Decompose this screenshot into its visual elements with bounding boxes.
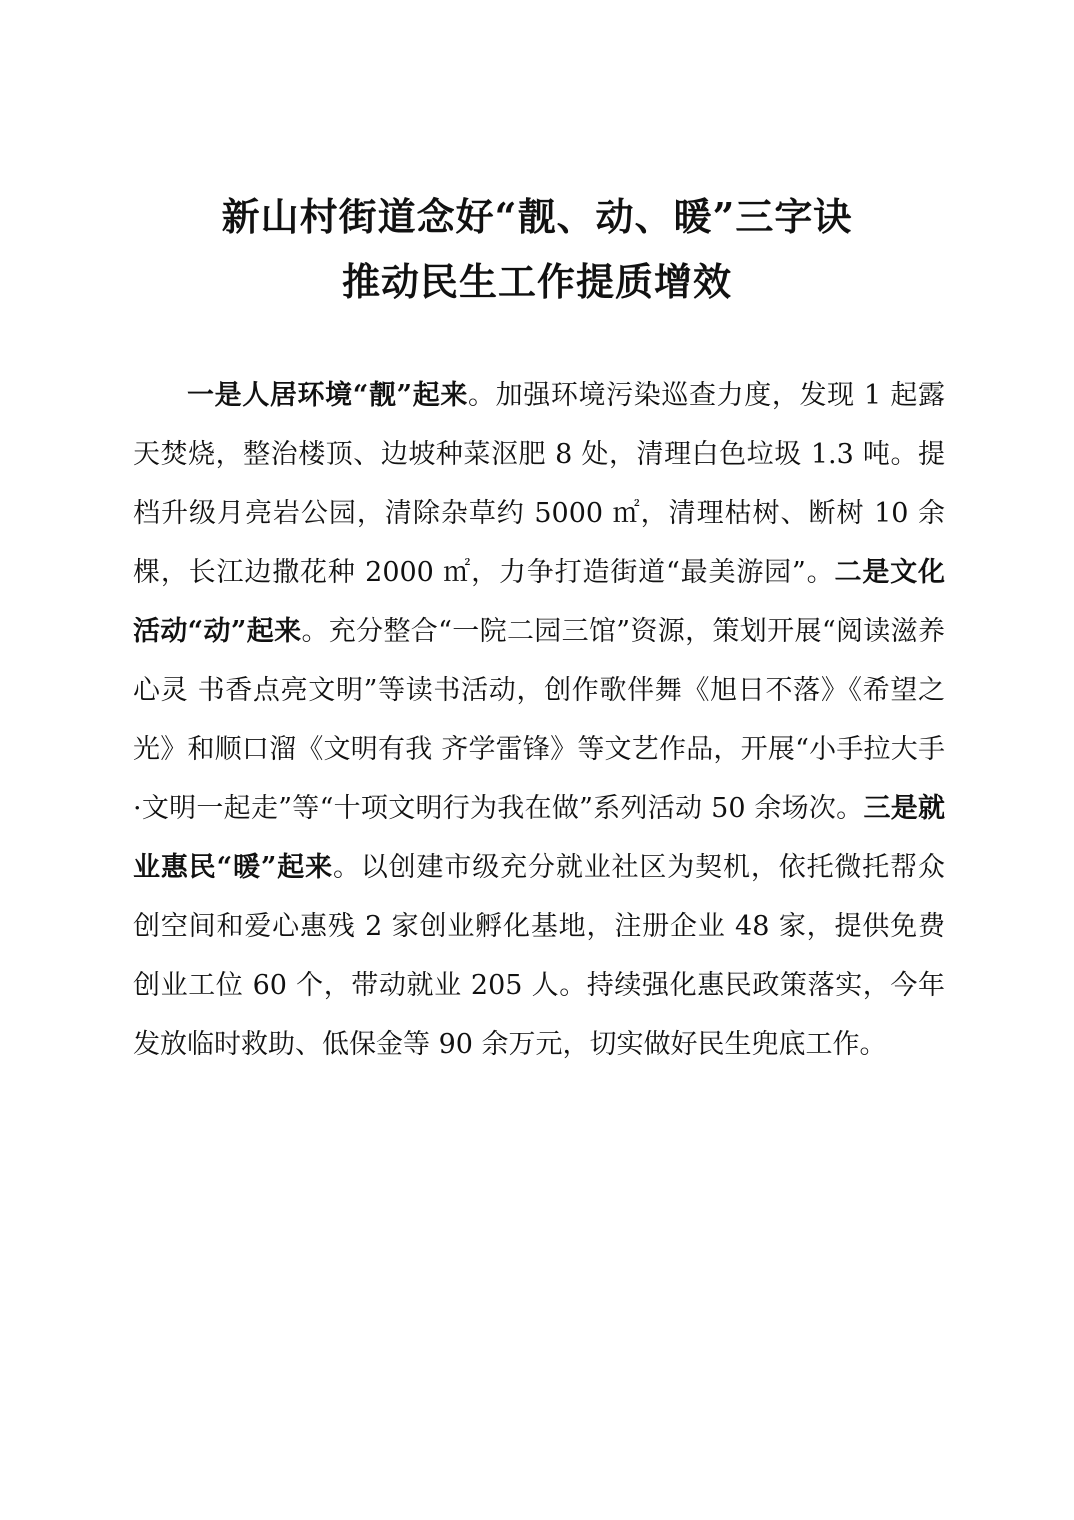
section-text-employment: 。以创建市级充分就业社区为契机，依托微托帮众创空间和爱心惠残 2 家创业孵化基地，注册企业 48 家，提供免费创业工位 60 个，带动就业 205 人。持续强化惠民政策落实，今年发放临时救助、低保金等 90 余万元，切实做好民生兜底工作。 [133, 852, 946, 1060]
section-heading-employment: 三是就业惠民“暖”起来 [133, 793, 946, 883]
section-heading-environment: 一是人居环境“靓”起来 [187, 380, 468, 411]
section-heading-culture: 二是文化活动“动”起来 [133, 557, 946, 647]
section-text-environment: 。加强环境污染巡查力度，发现 1 起露天焚烧，整治楼顶、边坡种菜沤肥 8 处，清理白色垃圾 1.3 吨。提档升级月亮岩公园，清除杂草约 5000 ㎡，清理枯树、断树 10 余棵，长江边撒花种 2000 ㎡，力争打造街道“最美游园”。 [133, 380, 946, 588]
document-title-line-2: 推动民生工作提质增效 [341, 259, 732, 304]
body-paragraph [133, 366, 945, 1074]
section-text-culture: 。充分整合“一院二园三馆”资源，策划开展“阅读滋养心灵 书香点亮文明”等读书活动，创作歌伴舞《旭日不落》《希望之光》和顺口溜《文明有我 齐学雷锋》等文艺作品，开展“小手拉大手·文明一起走”等“十项文明行为我在做”系列活动 50 余场次。 [133, 616, 945, 824]
document-title-line-1: 新山村街道念好“靓、动、暖”三字诀 [221, 194, 853, 239]
